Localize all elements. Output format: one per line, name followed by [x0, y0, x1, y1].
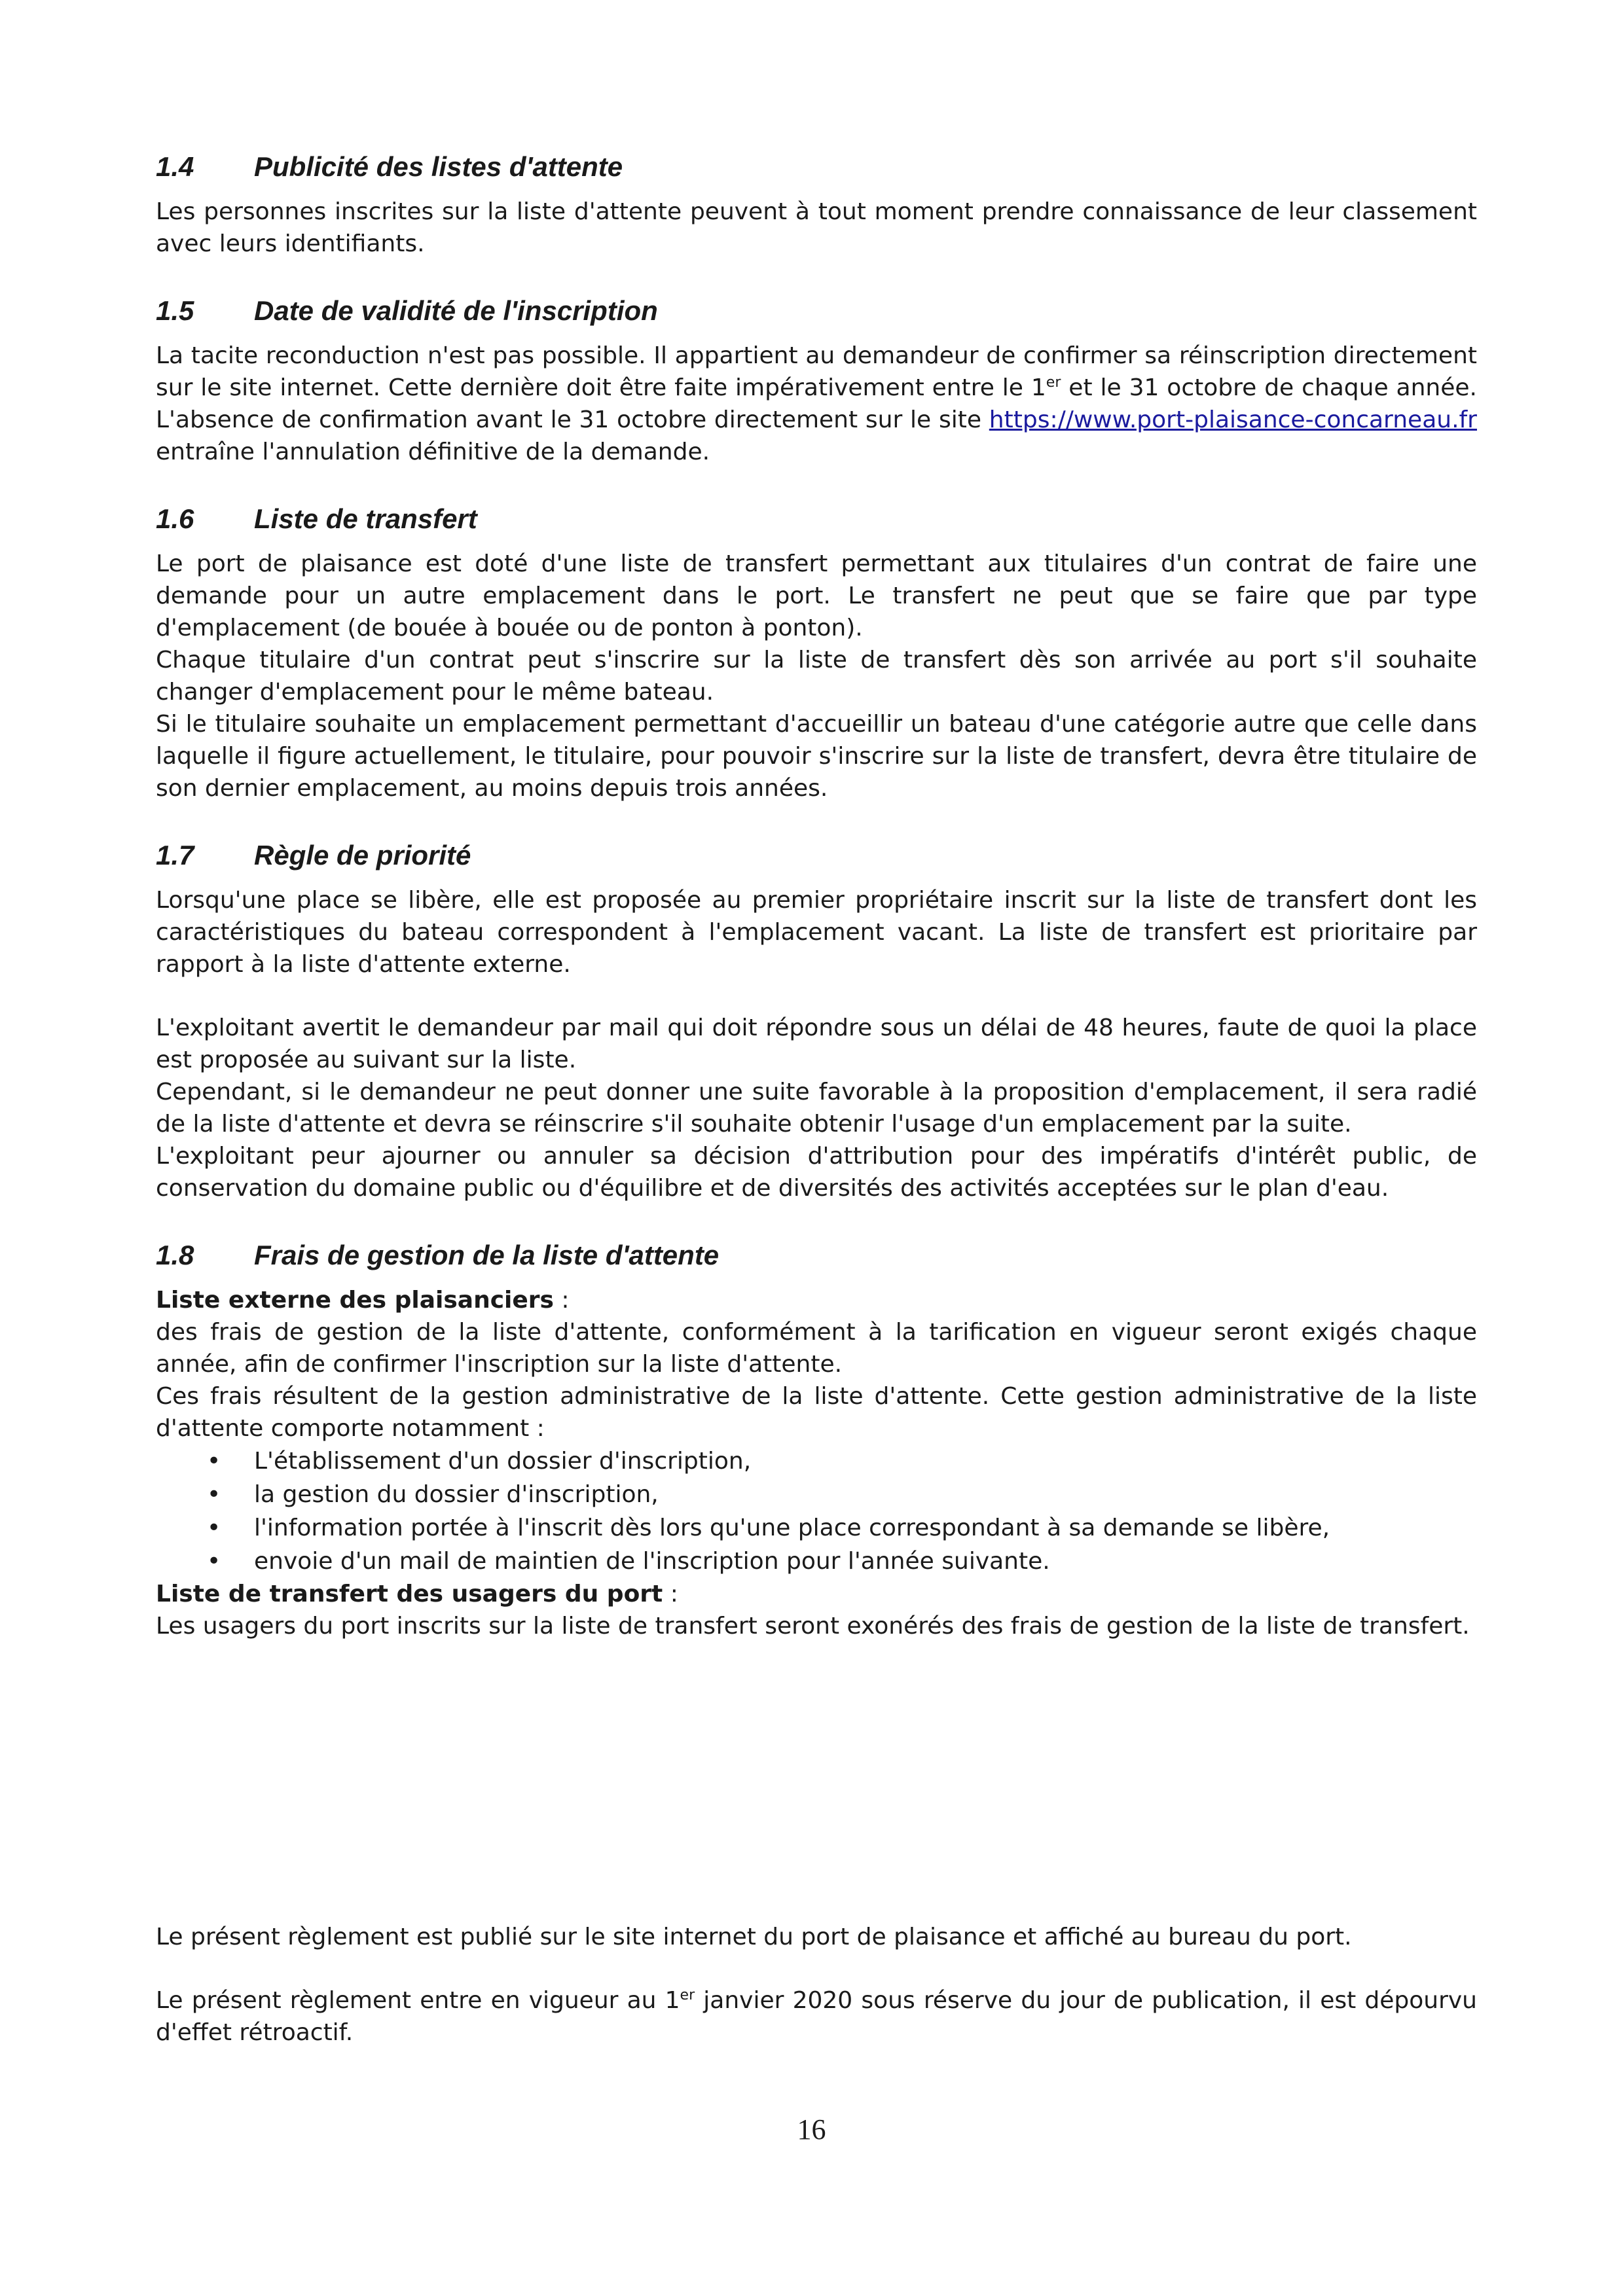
text-run: La tacite reconduction n'est pas possible. Il appartient au demandeur de confirmer sa réinscription directement sur le site internet. Cette dernière doit être faite impérativement entre le 1: [156, 342, 1477, 401]
ordinal-superscript: er: [1046, 374, 1061, 391]
paragraph: Les usagers du port inscrits sur la liste de transfert seront exonérés des frais de gestion de la liste de transfert.: [156, 1613, 1470, 1640]
paragraph: Lorsqu'une place se libère, elle est proposée au premier propriétaire inscrit sur la liste de transfert dont les caractéristiques du bateau correspondent à l'emplacement vacant. La liste de transfert est prioritaire par rapport à la liste d'attente externe.: [156, 887, 1477, 978]
section-title: Date de validité de l'inscription: [254, 295, 658, 326]
section-title: Publicité des listes d'attente: [254, 151, 623, 182]
paragraph: L'exploitant avertit le demandeur par mail qui doit répondre sous un délai de 48 heures, faute de quoi la place est proposée au suivant sur la liste.: [156, 1014, 1477, 1073]
paragraph: [156, 340, 1477, 468]
section-1-7: [156, 836, 1477, 1204]
list-item: [156, 1478, 1477, 1511]
bullet-icon: •: [207, 1481, 221, 1508]
section-title: Liste de transfert: [254, 503, 477, 534]
list-item: [156, 1444, 1477, 1478]
ordinal-superscript: er: [680, 1987, 695, 2003]
text-run: janvier 2020 sous réserve du jour de publication, il est dépourvu d'effet rétroactif.: [156, 1987, 1477, 2046]
paragraph: Chaque titulaire d'un contrat peut s'inscrire sur la liste de transfert dès son arrivée au port s'il souhaite changer d'emplacement pour le même bateau.: [156, 647, 1477, 706]
paragraph: [156, 1984, 1477, 2049]
list-item-text: l'information portée à l'inscrit dès lors qu'une place correspondant à sa demande se libère,: [254, 1515, 1330, 1541]
section-1-8: [156, 1236, 1477, 1642]
paragraph: Cependant, si le demandeur ne peut donner une suite favorable à la proposition d'emplacement, il sera radié de la liste d'attente et devra se réinscrire s'il souhaite obtenir l'usage d'un emplacement par la suite.: [156, 1079, 1477, 1138]
section-heading: [156, 291, 1477, 331]
paragraph: L'exploitant peur ajourner ou annuler sa décision d'attribution pour des impératifs d'intérêt public, de conservation du domaine public ou d'équilibre et de diversités des activités acceptées sur le plan d'eau.: [156, 1143, 1477, 1202]
list-item: [156, 1545, 1477, 1578]
list-item-text: L'établissement d'un dossier d'inscription,: [254, 1448, 752, 1475]
section-title: Frais de gestion de la liste d'attente: [254, 1240, 720, 1270]
text-run: et le 31 octobre de chaque année. L'absence de confirmation avant le 31 octobre directement sur le site: [156, 374, 1477, 433]
text-run: Le présent règlement entre en vigueur au 1: [156, 1987, 680, 2014]
closing-notes: [156, 1921, 1477, 2049]
paragraph: Le port de plaisance est doté d'une liste de transfert permettant aux titulaires d'un contrat de faire une demande pour un autre emplacement dans le port. Le transfert ne peut que se faire que par type d'emplacement (de bouée à bouée ou de ponton à ponton).: [156, 550, 1477, 641]
paragraph: Le présent règlement est publié sur le site internet du port de plaisance et affiché au bureau du port.: [156, 1924, 1352, 1950]
section-number: 1.5: [156, 295, 194, 326]
subsection-label: [156, 1284, 1477, 1316]
website-link[interactable]: https://www.port-plaisance-concarneau.fr: [989, 406, 1477, 433]
section-number: 1.8: [156, 1240, 194, 1270]
label-text: Liste de transfert des usagers du port: [156, 1581, 663, 1607]
section-1-6: [156, 499, 1477, 804]
section-number: 1.4: [156, 151, 194, 182]
section-heading: [156, 836, 1477, 875]
section-1-5: [156, 291, 1477, 468]
subsection-label: [156, 1578, 1477, 1610]
label-suffix: :: [553, 1287, 570, 1314]
text-run: entraîne l'annulation définitive de la demande.: [156, 439, 710, 465]
bullet-icon: •: [207, 1515, 221, 1541]
bullet-icon: •: [207, 1548, 221, 1575]
label-text: Liste externe des plaisanciers: [156, 1287, 554, 1314]
paragraph: Ces frais résultent de la gestion administrative de la liste d'attente. Cette gestion administrative de la liste d'attente comporte notamment :: [156, 1383, 1477, 1442]
list-item-text: la gestion du dossier d'inscription,: [254, 1481, 659, 1508]
section-title: Règle de priorité: [254, 840, 471, 870]
bullet-list: [156, 1444, 1477, 1578]
section-number: 1.6: [156, 503, 194, 534]
paragraph: des frais de gestion de la liste d'attente, conformément à la tarification en vigueur seront exigés chaque année, afin de confirmer l'inscription sur la liste d'attente.: [156, 1319, 1477, 1378]
list-item-text: envoie d'un mail de maintien de l'inscription pour l'année suivante.: [254, 1548, 1050, 1575]
bullet-icon: •: [207, 1448, 221, 1475]
page-number: 16: [797, 2113, 826, 2145]
label-suffix: :: [663, 1581, 678, 1607]
paragraph: Les personnes inscrites sur la liste d'attente peuvent à tout moment prendre connaissance de leur classement avec leurs identifiants.: [156, 198, 1477, 257]
section-1-4: [156, 147, 1477, 260]
section-number: 1.7: [156, 840, 194, 870]
document-body: [156, 147, 1477, 1642]
paragraph: Si le titulaire souhaite un emplacement permettant d'accueillir un bateau d'une catégorie autre que celle dans laquelle il figure actuellement, le titulaire, pour pouvoir s'inscrire sur la liste de transfert, devra être titulaire de son dernier emplacement, au moins depuis trois années.: [156, 711, 1477, 802]
section-heading: [156, 147, 1477, 187]
list-item: [156, 1511, 1477, 1545]
section-heading: [156, 499, 1477, 539]
section-heading: [156, 1236, 1477, 1275]
